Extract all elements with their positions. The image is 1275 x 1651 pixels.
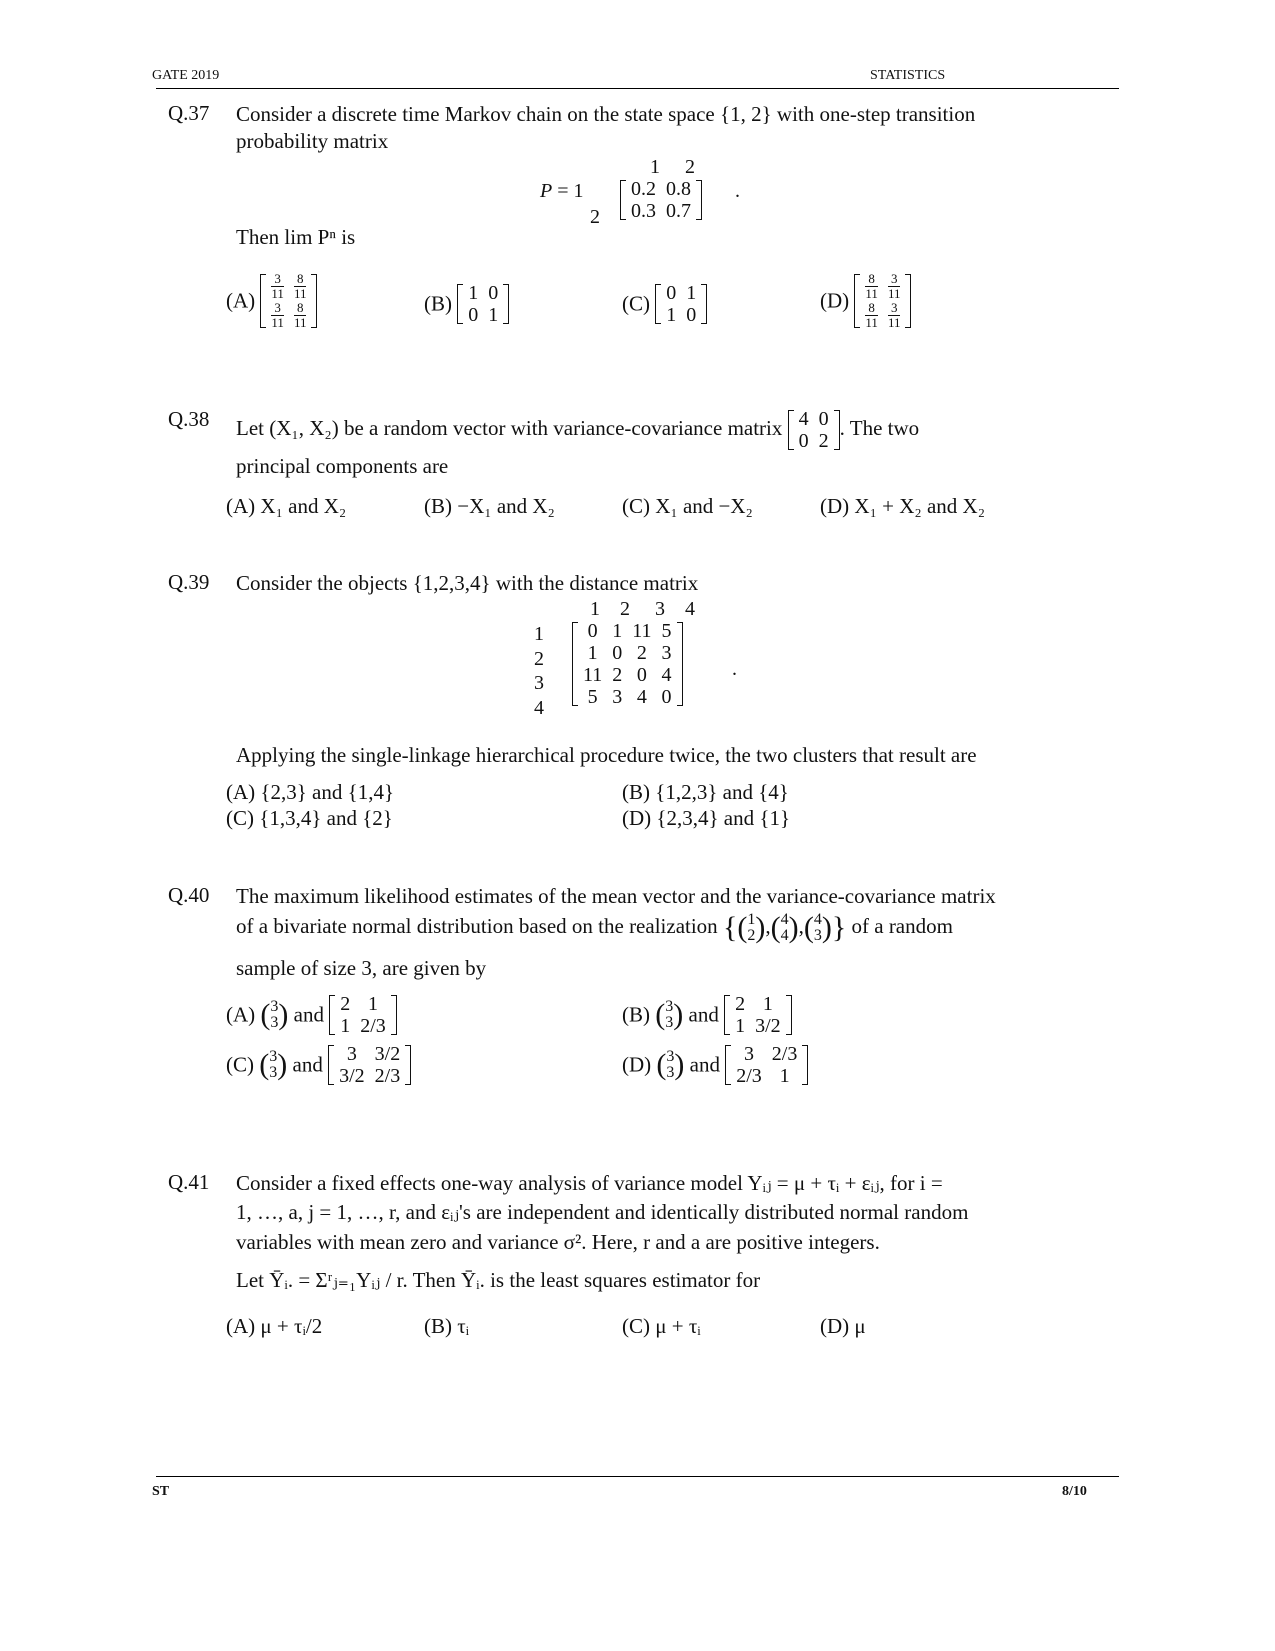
q41-number: Q.41 <box>168 1170 210 1194</box>
q37-option-a[interactable]: (A) $\frac{3}{11}$ $\frac{8}{11}$ $\frac{3}{11}$ $\frac{8}{11}$ <box>226 272 317 330</box>
q38-line1: Let (X₁, X₂) be a random vector with variance-covariance matrix <box>236 415 783 440</box>
q39-number: Q.39 <box>168 570 210 594</box>
q38-line2: principal components are <box>236 454 449 478</box>
q40-line3: sample of size 3, are given by <box>236 956 487 980</box>
q39-line1: Consider the objects {1,2,3,4} with the distance matrix <box>236 571 699 595</box>
footer-right: 8/10 <box>1062 1484 1087 1499</box>
q40-line2b: of a random <box>851 914 953 938</box>
q37-line2: probability matrix <box>236 129 389 153</box>
and-text: and <box>292 1052 323 1077</box>
q40-line2-wrap: of a bivariate normal distribution based on the realization {(1 2),(4 4),(4 3)} of a random <box>236 911 953 945</box>
q40-option-d-label: (D) <box>622 1052 652 1077</box>
q38-option-a[interactable]: (A) X₁ and X₂ <box>226 494 347 518</box>
q40-number: Q.40 <box>168 883 210 907</box>
footer-left: ST <box>152 1484 170 1499</box>
q38-option-b[interactable]: (B) −X₁ and X₂ <box>424 494 555 518</box>
q39-line2: Applying the single-linkage hierarchical procedure twice, the two clusters that result are <box>236 743 977 767</box>
q41-option-a[interactable]: (A) μ + τᵢ/2 <box>226 1314 323 1338</box>
header-right: STATISTICS <box>870 68 946 83</box>
q38-matrix: 4 0 0 2 <box>788 408 840 452</box>
q38-line1b: . The two <box>839 415 920 440</box>
q38-line1-wrap <box>236 408 919 452</box>
q37-line1: Consider a discrete time Markov chain on the state space {1, 2} with one-step transition <box>236 102 976 126</box>
q40-option-a[interactable]: (A) (3 3) and 2 1 1 2/3 <box>226 993 397 1037</box>
q39-option-b[interactable]: (B) {1,2,3} and {4} <box>622 780 789 804</box>
q39-option-d[interactable]: (D) {2,3,4} and {1} <box>622 806 791 830</box>
q37-option-c[interactable]: (C) 0 1 1 0 <box>622 282 707 326</box>
footer-rule <box>156 1476 1119 1477</box>
q40-line2a: of a bivariate normal distribution based on the realization <box>236 914 718 938</box>
q37-option-a-label: (A) <box>226 288 256 313</box>
q40-option-d[interactable]: (D) (3 3) and 3 2/3 2/3 1 <box>622 1043 808 1087</box>
q37-option-d[interactable]: (D) $\frac{8}{11}$ $\frac{3}{11}$ $\frac{8}{11}$ $\frac{3}{11}$ <box>820 272 911 330</box>
q40-option-a-label: (A) <box>226 1002 256 1027</box>
q37-option-c-label: (C) <box>622 291 650 316</box>
q40-option-c[interactable]: (C) (3 3) and 3 3/2 3/2 2/3 <box>226 1043 411 1087</box>
q38-number: Q.38 <box>168 407 210 431</box>
q39-option-a[interactable]: (A) {2,3} and {1,4} <box>226 780 395 804</box>
q37-option-d-label: (D) <box>820 288 850 313</box>
q37-option-b[interactable]: (B) 1 0 0 1 <box>424 282 509 326</box>
q37-option-b-label: (B) <box>424 291 452 316</box>
and-text: and <box>689 1052 720 1077</box>
q38-option-d[interactable]: (D) X₁ + X₂ and X₂ <box>820 494 986 518</box>
q41-line2: 1, …, a, j = 1, …, r, and εᵢⱼ's are independent and identically distributed normal random <box>236 1200 969 1224</box>
and-text: and <box>293 1002 324 1027</box>
q40-option-c-label: (C) <box>226 1052 254 1077</box>
q40-option-b-label: (B) <box>622 1002 650 1027</box>
q41-option-d[interactable]: (D) μ <box>820 1314 866 1338</box>
and-text: and <box>688 1002 719 1027</box>
header-rule <box>156 88 1119 89</box>
q40-line1: The maximum likelihood estimates of the mean vector and the variance-covariance matrix <box>236 884 996 908</box>
q37-then: Then lim Pⁿ is <box>236 225 356 249</box>
q41-option-b[interactable]: (B) τᵢ <box>424 1314 470 1338</box>
q37-number: Q.37 <box>168 101 210 125</box>
q38-option-c[interactable]: (C) X₁ and −X₂ <box>622 494 753 518</box>
q41-line3: variables with mean zero and variance σ². Here, r and a are positive integers. <box>236 1230 880 1254</box>
q41-line1: Consider a fixed effects one-way analysis of variance model Yᵢⱼ = μ + τᵢ + εᵢⱼ, for i = <box>236 1171 943 1195</box>
q40-option-b[interactable]: (B) (3 3) and 2 1 1 3/2 <box>622 993 792 1037</box>
q41-option-c[interactable]: (C) μ + τᵢ <box>622 1314 701 1338</box>
q41-line4: Let Ȳᵢ. = Σʳⱼ₌₁Yᵢⱼ / r. Then Ȳᵢ. is the least squares estimator for <box>236 1268 761 1292</box>
q39-option-c[interactable]: (C) {1,3,4} and {2} <box>226 806 393 830</box>
header-left: GATE 2019 <box>152 68 220 83</box>
